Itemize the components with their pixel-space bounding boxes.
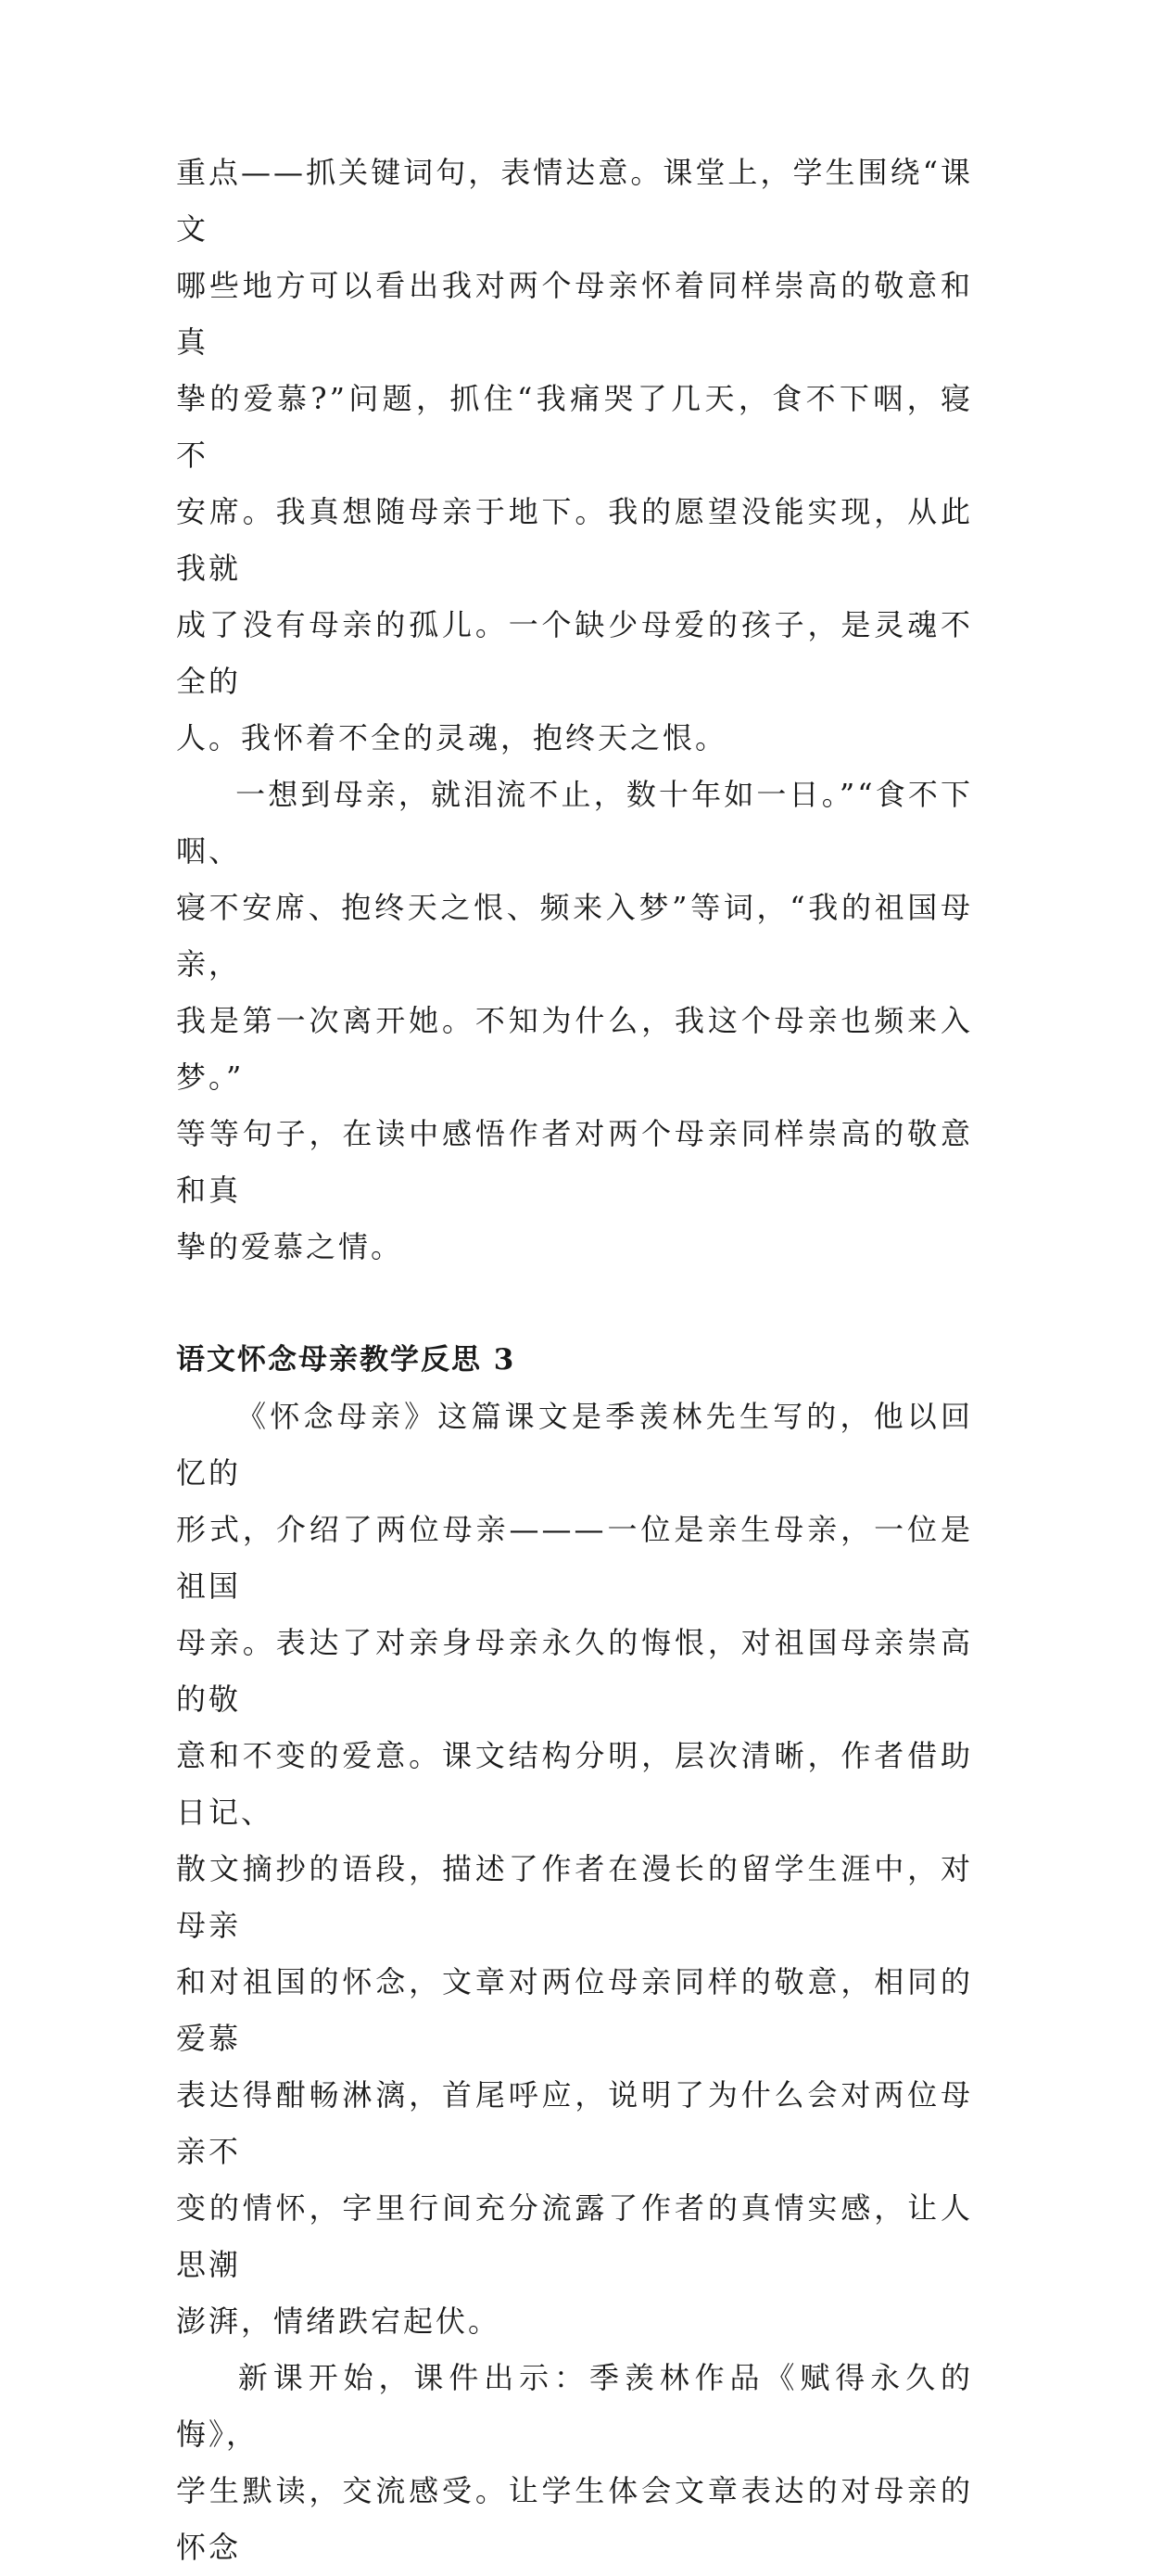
paragraph-2 xyxy=(176,767,973,1275)
text-line: 《怀念母亲》这篇课文是季羡林先生写的，他以回忆的 xyxy=(176,1399,973,1491)
text-line: 形式，介绍了两位母亲———一位是亲生母亲，一位是祖国 xyxy=(176,1512,973,1604)
text-line: 意和不变的爱意。课文结构分明，层次清晰，作者借助日记、 xyxy=(176,1738,973,1830)
text-line: 等等句子，在读中感悟作者对两个母亲同样崇高的敬意和真 xyxy=(176,1116,973,1208)
text-line: 学生默读，交流感受。让学生体会文章表达的对母亲的怀念 xyxy=(176,2473,973,2565)
paragraph-4 xyxy=(176,2350,973,2576)
text-line: 挚的爱慕?”问题，抓住“我痛哭了几天，食不下咽，寝不 xyxy=(176,381,973,473)
text-line: 一想到母亲，就泪流不止，数十年如一日。”“食不下咽、 xyxy=(176,777,973,869)
text-line: 重点——抓关键词句，表情达意。课堂上，学生围绕“课文 xyxy=(176,155,973,247)
text-line: 散文摘抄的语段，描述了作者在漫长的留学生涯中，对母亲 xyxy=(176,1851,973,1943)
text-line: 我是第一次离开她。不知为什么，我这个母亲也频来入梦。” xyxy=(176,1003,973,1095)
text-line: 和对祖国的怀念，文章对两位母亲同样的敬意，相同的爱慕 xyxy=(176,1964,973,2056)
document-body xyxy=(176,145,973,2576)
text-line: 安席。我真想随母亲于地下。我的愿望没能实现，从此我就 xyxy=(176,494,973,586)
text-line: 成了没有母亲的孤儿。一个缺少母爱的孩子，是灵魂不全的 xyxy=(176,607,973,699)
section-gap xyxy=(176,1275,973,1332)
section-heading: 语文怀念母亲教学反思 3 xyxy=(176,1343,516,1377)
paragraph-1 xyxy=(176,145,973,767)
text-line: 变的情怀，字里行间充分流露了作者的真情实感，让人思潮 xyxy=(176,2190,973,2282)
text-line: 新课开始，课件出示：季羡林作品《赋得永久的悔》， xyxy=(176,2360,973,2452)
text-line: 表达得酣畅淋漓，首尾呼应，说明了为什么会对两位母亲不 xyxy=(176,2077,973,2169)
text-line: 寝不安席、抱终天之恨、频来入梦”等词，“我的祖国母亲， xyxy=(176,890,973,982)
text-line: 母亲。表达了对亲身母亲永久的悔恨，对祖国母亲崇高的敬 xyxy=(176,1625,973,1717)
paragraph-3 xyxy=(176,1389,973,2350)
text-line: 挚的爱慕之情。 xyxy=(176,1229,404,1264)
text-line: 哪些地方可以看出我对两个母亲怀着同样崇高的敬意和真 xyxy=(176,268,973,360)
text-line: 人。我怀着不全的灵魂，抱终天之恨。 xyxy=(176,720,728,755)
text-line: 澎湃，情绪跌宕起伏。 xyxy=(176,2303,501,2339)
